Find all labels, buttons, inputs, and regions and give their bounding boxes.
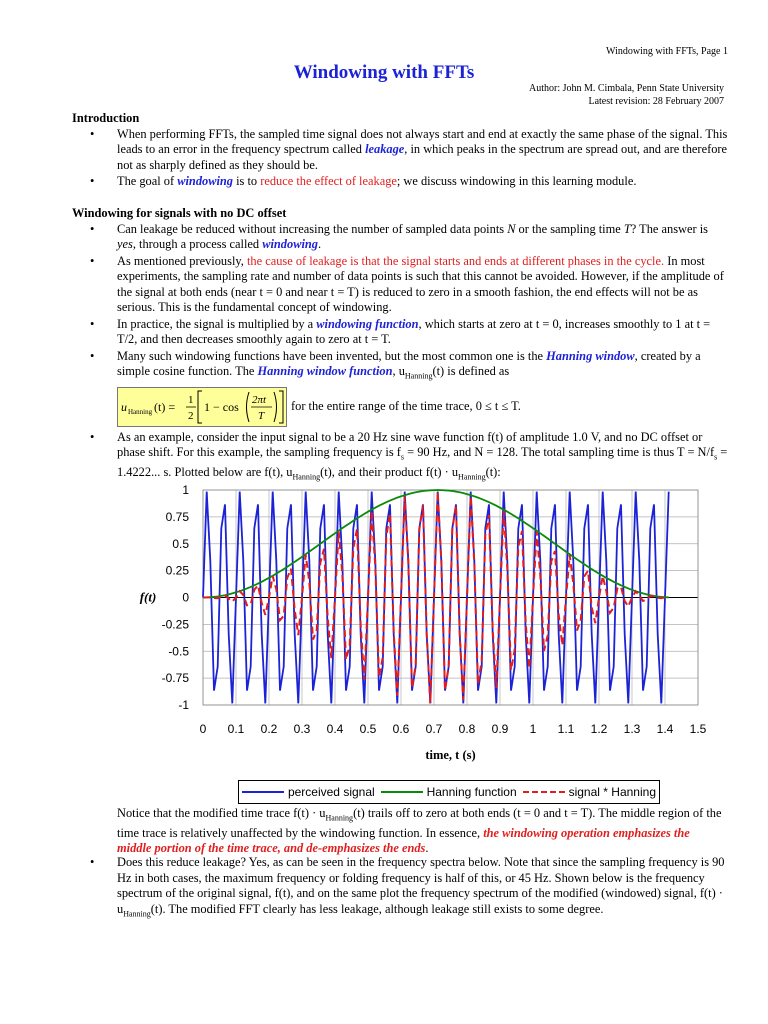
eq-bracket-right [279, 391, 283, 423]
subscript: Hanning [123, 908, 151, 918]
y-tick-label: -1 [178, 698, 189, 712]
eq-bracket-left [198, 391, 202, 423]
list-item [117, 349, 728, 427]
eq-frac-den: T [258, 409, 265, 422]
revision-line: Latest revision: 28 February 2007 [588, 96, 724, 107]
leakage-bullet [72, 855, 728, 922]
text-span: , u [392, 364, 405, 378]
text-span: Does this reduce leakage? Yes, as can be seen in the frequency spectra below. Note that since the sampling frequency is 90 Hz in both cases, the maximum frequency or folding frequency is half of this, or 45 Hz. Shown below is the frequency spectrum of the original signal, f(t), and on the same plot the frequency spectrum of the modified (windowed) signal, f(t) · u [117, 855, 725, 916]
text-span: is to [233, 174, 261, 188]
text-span: As an example, consider the input signal to be a 20 Hz sine wave function f(t) of amplitude 1.0 V, and no DC offset or phase shift. For this example, the sampling frequency is f [117, 429, 703, 460]
text-span: When performing FFTs, the sampled time signal does not always start and end at exactly the same phase of the signal. This leads to an error in the frequency spectrum called [117, 126, 728, 156]
var-n: N [507, 221, 516, 236]
eq-lhs: u [121, 399, 127, 414]
keyword-hanning-window: Hanning window [546, 348, 635, 363]
y-axis-label: f(t) [139, 589, 157, 605]
y-tick-label: 0 [182, 590, 189, 605]
x-tick-label: 1.1 [557, 722, 575, 736]
x-tick-label: 0.2 [260, 722, 278, 736]
eq-paren-right [274, 392, 277, 422]
author-line: Author: John M. Cimbala, Penn State University [529, 83, 724, 94]
x-tick-label: 0.9 [491, 722, 509, 736]
subscript: Hanning [325, 813, 354, 823]
chart-svg [118, 478, 718, 778]
legend-label: signal * Hanning [568, 785, 656, 799]
text-span: Many such windowing functions have been invented, but the most common one is the [117, 348, 547, 363]
x-tick-label: 1.5 [689, 722, 707, 736]
text-span: (t): [485, 465, 501, 480]
subscript: s [400, 452, 405, 462]
list-item [117, 254, 728, 316]
keyword-windowing: windowing [262, 237, 318, 251]
notice-paragraph [117, 806, 725, 857]
text-span: , in which peaks in the spectrum are spread out, and are therefore not as sharply defined as they should be. [117, 142, 728, 172]
eq-paren-left [247, 392, 250, 422]
eq-half-den: 2 [188, 409, 194, 422]
x-axis-label: time, t (s) [425, 748, 476, 762]
x-tick-label: 1.2 [590, 722, 608, 736]
page-header: Windowing with FFTs, Page 1 [606, 46, 728, 57]
subscript: s [714, 452, 718, 462]
y-tick-label: -0.75 [161, 671, 189, 686]
text-span: In most experiments, the sampling rate and number of data points is such that this cannot be avoided. However, if the amplitude of the signal at both ends (near t = 0 and near t = T) is reduced to zero in a smooth fashion, the end effects will not be as serious. This is the fundamental concept of windowing. [117, 253, 724, 314]
legend-swatch [242, 791, 284, 793]
red-emphasis: reduce the effect of leakage [260, 174, 397, 188]
x-tick-label: 0.4 [326, 722, 344, 736]
x-tick-label: 1.4 [656, 722, 674, 736]
text-span: In practice, the signal is multiplied by a [117, 316, 317, 331]
legend-label: Hanning function [426, 785, 517, 799]
intro-list [72, 127, 728, 190]
text-span: As mentioned previously, [117, 253, 247, 268]
text-span: (t) trails off to zero at both ends (t = 0 and t = T). The middle region of the time trace is relatively unaffected by the windowing function. In essence, [117, 806, 722, 840]
subscript: Hanning [458, 472, 486, 482]
x-tick-label: 0.3 [293, 722, 311, 736]
intro-heading: Introduction [72, 111, 140, 125]
subscript: Hanning [404, 371, 433, 381]
text-span: ; we discuss windowing in this learning module. [396, 174, 637, 188]
windowing-heading: Windowing for signals with no DC offset [72, 206, 287, 220]
keyword-leakage: leakage [365, 142, 405, 156]
list-item [117, 127, 728, 174]
text-span: ? The answer is [630, 221, 708, 236]
keyword-windowing-function: windowing function [316, 316, 419, 331]
eq-lhs-sub: Hanning [128, 407, 153, 416]
text-span: = 90 Hz, and N = 128. The total sampling time is thus T = N/f [404, 445, 715, 460]
text-span: , through a process called [132, 237, 263, 251]
author-block [529, 82, 724, 108]
x-tick-label: 0.6 [392, 722, 410, 736]
document-title: Windowing with FFTs [293, 62, 475, 83]
text-span: Notice that the modified time trace f(t) · u [117, 806, 326, 820]
y-tick-label: -0.25 [161, 617, 189, 632]
eq-lhs-arg: (t) = [154, 399, 176, 414]
chart-legend [238, 780, 660, 804]
text-span: (t). The modified FFT clearly has less leakage, although leakage still exists to some degree. [150, 901, 604, 916]
text-span: . [318, 237, 322, 251]
x-tick-label: 0.7 [425, 722, 443, 736]
y-tick-label: -0.5 [168, 644, 189, 659]
windowing-list [72, 222, 728, 486]
legend-item [523, 785, 656, 799]
list-item [117, 855, 728, 921]
x-tick-label: 0 [199, 722, 207, 736]
legend-label: perceived signal [287, 785, 375, 799]
text-span: Can leakage be reduced without increasing the number of sampled data points [117, 221, 508, 236]
text-span: = 1.4222... s. Plotted below are f(t), u [117, 445, 728, 480]
eq-frac-num: 2πt [252, 393, 267, 406]
legend-item [242, 785, 375, 799]
legend-item [381, 785, 517, 799]
x-tick-label: 0.8 [458, 722, 476, 736]
equation-graphic [118, 388, 286, 426]
x-tick-label: 0.1 [227, 722, 245, 736]
intro-section [72, 111, 728, 191]
signal-chart [118, 478, 718, 808]
hanning-equation [117, 387, 287, 427]
list-item [117, 317, 728, 348]
y-tick-label: 1 [182, 483, 189, 497]
y-tick-label: 0.5 [172, 536, 189, 551]
eq-half-num: 1 [188, 393, 194, 406]
y-tick-label: 0.75 [165, 509, 189, 524]
equation-caption: for the entire range of the time trace, 0 ≤ t ≤ T. [291, 399, 521, 414]
text-span: The goal of [117, 174, 178, 188]
text-span: (t) is defined as [432, 364, 510, 378]
eq-one-minus-cos: 1 − cos [204, 399, 239, 414]
keyword-hanning-function: Hanning window function [257, 364, 393, 378]
list-item [117, 222, 728, 253]
text-span: , created by a simple cosine function. The [117, 348, 701, 378]
text-span: , which starts at zero at t = 0, increases smoothly to 1 at t = T/2, and then decreases smoothly again to zero at t = T. [117, 316, 711, 346]
text-span: or the sampling time [515, 221, 624, 236]
var-t: T [623, 221, 631, 236]
x-tick-label: 0.5 [359, 722, 377, 736]
x-tick-label: 1.3 [623, 722, 641, 736]
y-tick-label: 0.25 [165, 563, 189, 578]
list-item [117, 174, 728, 190]
text-span: (t), and their product f(t) · u [320, 465, 459, 480]
x-tick-label: 1 [529, 722, 537, 736]
text-span: . [425, 841, 429, 856]
subscript: Hanning [292, 472, 321, 482]
red-emphasis: the windowing operation emphasizes the middle portion of the time trace, and de-emphasizes the ends [117, 825, 690, 856]
legend-swatch [381, 791, 423, 793]
final-list [72, 855, 728, 921]
text-yes: yes [117, 237, 133, 251]
equation-row [117, 387, 728, 427]
red-emphasis: the cause of leakage is that the signal starts and ends at different phases in the cycle. [246, 253, 665, 268]
legend-swatch [523, 791, 565, 793]
windowing-section [72, 206, 728, 486]
keyword-windowing: windowing [177, 174, 234, 188]
